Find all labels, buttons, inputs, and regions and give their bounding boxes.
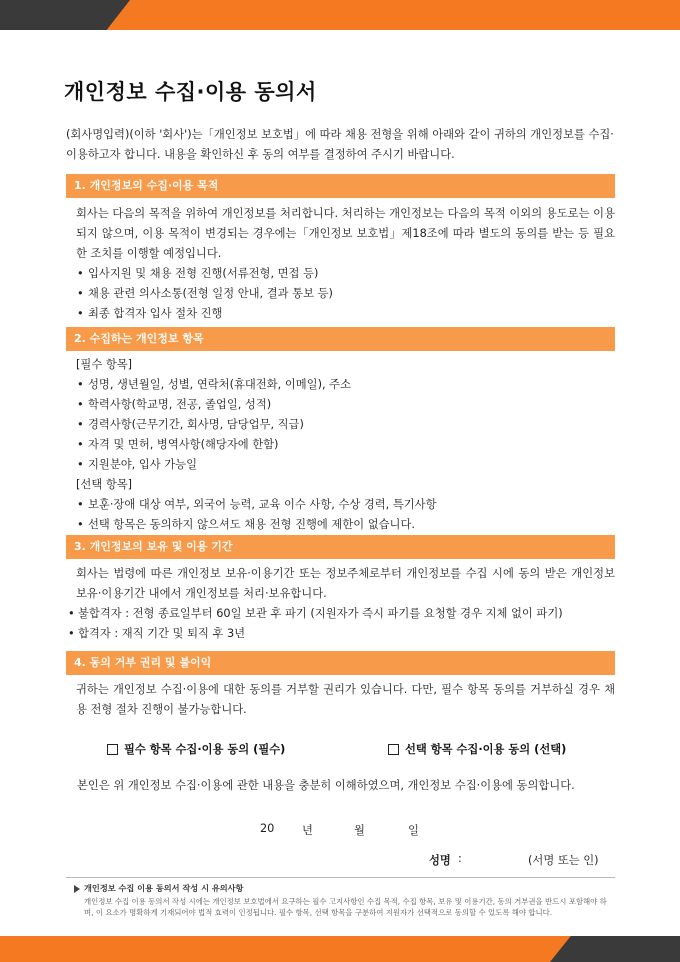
date-month-label: 월	[354, 824, 365, 837]
list-item: • 합격자 : 재직 기간 및 퇴직 후 3년	[66, 624, 615, 644]
optional-items-list	[66, 495, 615, 535]
required-consent-checkbox[interactable]	[107, 744, 118, 755]
section-3-body	[66, 564, 615, 644]
section-3-list	[66, 604, 615, 644]
required-consent[interactable]	[107, 741, 285, 757]
optional-consent-label: 선택 항목 수집·이용 동의 (선택)	[405, 743, 567, 756]
required-items-label: [필수 항목]	[76, 358, 133, 371]
section-4-body	[66, 680, 615, 720]
section-4-header: 4. 동의 거부 권리 및 불이익	[66, 651, 615, 675]
section-1-list	[66, 264, 615, 324]
list-item: • 지원분야, 입사 가능일	[66, 455, 615, 475]
section-1-body	[66, 204, 615, 324]
section-3-header: 3. 개인정보의 보유 및 이용 기간	[66, 535, 615, 559]
list-item: • 보훈·장애 대상 여부, 외국어 능력, 교육 이수 사항, 수상 경력, 특기사항	[66, 495, 615, 515]
list-item: • 경력사항(근무기간, 회사명, 담당업무, 직급)	[66, 415, 615, 435]
section-1-paragraph: 회사는 다음의 목적을 위하여 개인정보를 처리합니다. 처리하는 개인정보는 다음의 목적 이외의 용도로는 이용되지 않으며, 이용 목적이 변경되는 경우에는「개인정보 보호법」제18조에 따라 별도의 동의를 받는 등 필요한 조치를 이행할 예정입니다.	[76, 207, 615, 260]
signature-hint: (서명 또는 인)	[528, 854, 599, 867]
section-3-paragraph: 회사는 법령에 따른 개인정보 보유·이용기간 또는 정보주체로부터 개인정보를 수집 시에 동의 받은 개인정보 보유·이용기간 내에서 개인정보를 처리·보유합니다.	[76, 567, 615, 600]
signature-colon: :	[458, 852, 462, 865]
list-item: • 자격 및 면허, 병역사항(해당자에 한함)	[66, 435, 615, 455]
list-item: • 입사지원 및 채용 전형 진행(서류전형, 면접 등)	[66, 264, 615, 284]
section-2-body	[66, 355, 615, 535]
list-item: • 불합격자 : 전형 종료일부터 60일 보관 후 파기 (지원자가 즉시 파기를 요청할 경우 지체 없이 파기)	[66, 604, 615, 624]
list-item: • 학력사항(학교명, 전공, 졸업일, 성적)	[66, 395, 615, 415]
agreement-statement: 본인은 위 개인정보 수집·이용에 관한 내용을 충분히 이해하였으며, 개인정보 수집·이용에 동의합니다.	[77, 779, 575, 792]
section-2-header: 2. 수집하는 개인정보 항목	[66, 327, 615, 351]
note-title-text: 개인정보 수집 이용 동의서 작성 시 유의사항	[84, 883, 244, 893]
section-4-paragraph: 귀하는 개인정보 수집·이용에 대한 동의를 거부할 권리가 있습니다. 다만, 필수 항목 동의를 거부하실 경우 채용 전형 절차 진행이 불가능합니다.	[76, 683, 615, 716]
required-items-list	[66, 375, 615, 475]
triangle-bullet-icon	[74, 885, 80, 893]
list-item: • 성명, 생년월일, 성별, 연락처(휴대전화, 이메일), 주소	[66, 375, 615, 395]
section-1-header: 1. 개인정보의 수집·이용 목적	[66, 174, 615, 198]
date-day-label: 일	[408, 824, 419, 837]
list-item: • 선택 항목은 동의하지 않으셔도 채용 전형 진행에 제한이 없습니다.	[66, 515, 615, 535]
signature-label: 성명	[429, 854, 451, 867]
list-item: • 채용 관련 의사소통(전형 일정 안내, 결과 통보 등)	[66, 284, 615, 304]
list-item: • 최종 합격자 입사 절차 진행	[66, 304, 615, 324]
document-title: 개인정보 수집·이용 동의서	[64, 80, 317, 104]
intro-paragraph: (회사명입력)(이하 '회사')는「개인정보 보호법」에 따라 채용 전형을 위해 아래와 같이 귀하의 개인정보를 수집·이용하고자 합니다. 내용을 확인하신 후 동의 여부를 결정하여 주시기 바랍니다.	[66, 128, 614, 161]
note-title	[74, 883, 243, 894]
optional-consent[interactable]	[388, 741, 566, 757]
optional-items-label: [선택 항목]	[76, 478, 133, 491]
bottom-dark-accent	[550, 936, 680, 962]
note-divider	[66, 877, 615, 878]
date-year-prefix: 20	[260, 822, 275, 835]
note-body: 개인정보 수집 이용 동의서 작성 시에는 개인정보 보호법에서 요구하는 필수 고지사항인 수집 목적, 수집 항목, 보유 및 이용기간, 동의 거부권을 반드시 포함해야 하며, 이 요소가 명확하게 기재되어야 법적 효력이 인정됩니다. 필수 항목, 선택 항목을 구분하여 지원자가 선택적으로 동의할 수 있도록 해야 합니다.	[84, 897, 607, 917]
optional-consent-checkbox[interactable]	[388, 744, 399, 755]
date-year-label: 년	[302, 824, 313, 837]
required-consent-label: 필수 항목 수집·이용 동의 (필수)	[124, 743, 286, 756]
